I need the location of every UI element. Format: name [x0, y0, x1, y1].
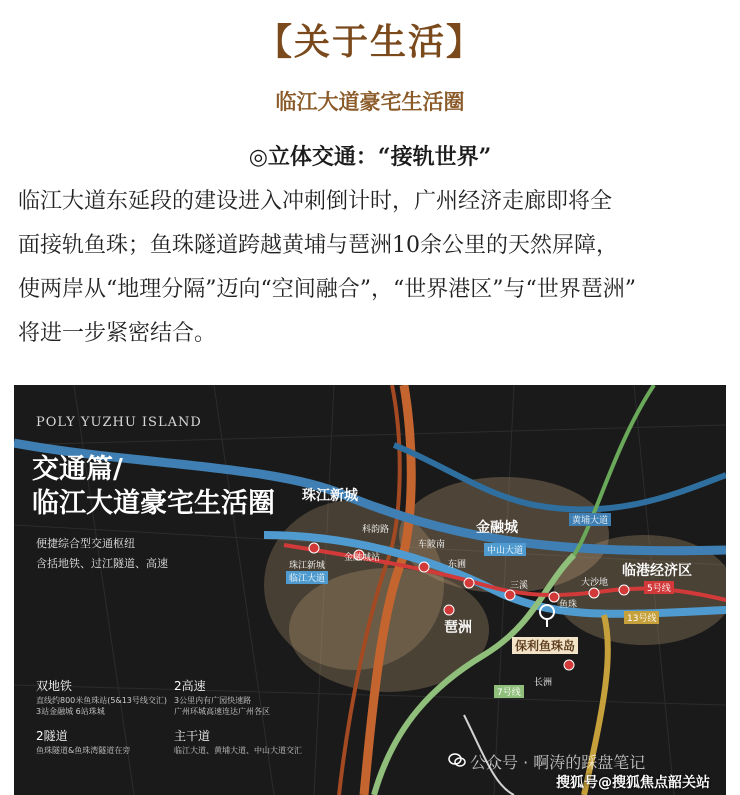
station-label: 珠江新城 — [289, 561, 326, 571]
station-label: 大沙地 — [581, 578, 609, 588]
station-label: 东圃 — [448, 560, 467, 570]
paragraph-line: 将进一步紧密结合。 — [18, 321, 217, 346]
paragraph-line: 使两岸从“地理分隔”迈向“空间融合”，“世界港区”与“世界琶洲” — [18, 277, 636, 302]
road-tag: 5号线 — [644, 581, 674, 594]
area-label-pazhou: 琶洲 — [444, 620, 472, 636]
station-label: 三溪 — [510, 581, 529, 591]
legend-heading: 2高速 — [174, 679, 206, 693]
area-label-lingang: 临港经济区 — [622, 563, 692, 579]
section-heading: ◎立体交通：“接轨世界” — [248, 144, 492, 170]
legend-detail — [36, 695, 167, 717]
area-label-zhujiang: 珠江新城 — [302, 488, 358, 504]
legend-line: 鱼珠隧道&鱼珠湾隧道在旁 — [36, 746, 131, 755]
legend-heading: 双地铁 — [36, 679, 73, 693]
station-label: 车陂南 — [418, 540, 446, 550]
map-brand: POLY YUZHU ISLAND — [36, 415, 202, 430]
map-title: 交通篇/ — [32, 454, 123, 485]
map-desc: 含括地铁、过江隧道、高速 — [36, 557, 168, 570]
transport-map — [14, 385, 726, 795]
paragraph-line: 临江大道东延段的建设进入冲刺倒计时，广州经济走廊即将全 — [18, 189, 613, 214]
legend-heading: 2隧道 — [36, 729, 68, 743]
project-label: 保利鱼珠岛 — [512, 637, 578, 654]
watermark-public: 公众号 · 啊涛的踩盘笔记 — [470, 753, 646, 772]
legend-line: 3站金融城 6站珠城 — [36, 707, 105, 716]
legend-detail — [174, 745, 302, 756]
legend-line: 3公里内有广园快速路 — [174, 696, 252, 705]
wechat-icon — [448, 752, 466, 768]
intro-paragraph — [18, 180, 730, 356]
legend-detail — [36, 745, 130, 756]
page-subtitle: 临江大道豪宅生活圈 — [275, 89, 465, 114]
station-label: 科韵路 — [362, 525, 390, 535]
area-label-jinrong: 金融城 — [476, 520, 518, 536]
station-label: 金融城站 — [344, 553, 381, 563]
road-tag: 7号线 — [494, 685, 524, 698]
page-title: 【关于生活】 — [255, 21, 484, 63]
road-tag: 黄埔大道 — [569, 513, 611, 526]
legend-line: 广州环城高速连达广州各区 — [174, 707, 270, 716]
station-label: 长洲 — [534, 678, 553, 688]
road-tag: 13号线 — [624, 611, 659, 624]
legend-line: 临江大道、黄埔大道、中山大道交汇 — [174, 746, 302, 755]
legend-detail — [174, 695, 270, 717]
legend-heading: 主干道 — [174, 729, 211, 743]
station-label: 鱼珠 — [559, 600, 578, 610]
watermark-sohu: 搜狐号@搜狐焦点韶关站 — [556, 775, 710, 791]
road-tag: 临江大道 — [286, 571, 328, 584]
paragraph-line: 面接轨鱼珠；鱼珠隧道跨越黄埔与琶洲10余公里的天然屏障， — [18, 233, 618, 258]
map-title-sub: 临江大道豪宅生活圈 — [32, 488, 275, 519]
legend-line: 直线约800米鱼珠站(5&13号线交汇) — [36, 696, 168, 705]
map-desc: 便捷综合型交通枢纽 — [36, 537, 135, 550]
road-tag: 中山大道 — [484, 543, 526, 556]
